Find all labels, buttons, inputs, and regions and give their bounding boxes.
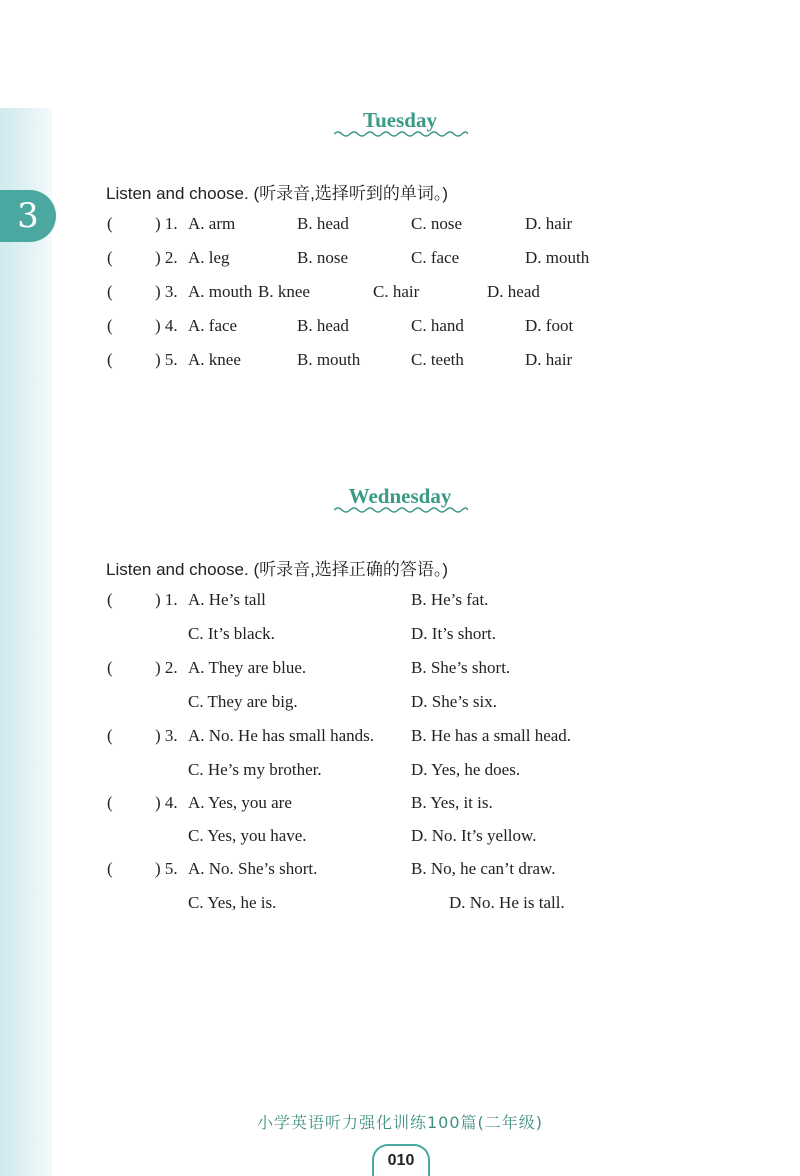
option-b[interactable]: B. nose: [297, 248, 348, 267]
answer-paren[interactable]: (: [107, 248, 113, 267]
question-number: ) 4.: [155, 793, 178, 812]
question-row-continued: [0, 826, 800, 850]
question-number: ) 3.: [155, 282, 178, 301]
option-b[interactable]: B. head: [297, 316, 349, 335]
option-c[interactable]: C. Yes, he is.: [188, 893, 277, 912]
option-c[interactable]: C. hand: [411, 316, 464, 335]
section-title-wednesday: Wednesday: [348, 484, 452, 508]
question-row: [0, 859, 800, 883]
option-b[interactable]: B. knee: [258, 282, 310, 301]
answer-paren[interactable]: (: [107, 214, 113, 233]
question-row-continued: [0, 893, 800, 917]
page-number: 010: [372, 1144, 430, 1176]
option-d[interactable]: D. head: [487, 282, 540, 301]
question-number: ) 5.: [155, 859, 178, 878]
answer-paren[interactable]: (: [107, 658, 113, 677]
question-row-continued: [0, 760, 800, 784]
question-row: [0, 726, 800, 750]
option-b[interactable]: B. He’s fat.: [411, 590, 489, 609]
option-b[interactable]: B. She’s short.: [411, 658, 511, 677]
option-c[interactable]: C. He’s my brother.: [188, 760, 322, 779]
option-b[interactable]: B. He has a small head.: [411, 726, 572, 745]
option-a[interactable]: A. No. She’s short.: [188, 859, 318, 878]
question-row: [0, 248, 800, 272]
question-number: ) 2.: [155, 248, 178, 267]
question-number: ) 2.: [155, 658, 178, 677]
question-number: ) 1.: [155, 590, 178, 609]
question-number: ) 1.: [155, 214, 178, 233]
question-row: [0, 282, 800, 306]
title-underline-wave: [334, 130, 468, 138]
question-row: [0, 793, 800, 817]
question-row-continued: [0, 692, 800, 716]
instruction: Listen and choose. (听录音,选择正确的答语。): [106, 560, 448, 579]
question-row: [0, 590, 800, 614]
option-b[interactable]: B. mouth: [297, 350, 361, 369]
option-d[interactable]: D. She’s six.: [411, 692, 497, 711]
title-underline-wave: [334, 506, 468, 514]
answer-paren[interactable]: (: [107, 282, 113, 301]
option-b[interactable]: B. head: [297, 214, 349, 233]
instruction: Listen and choose. (听录音,选择听到的单词。): [106, 184, 448, 203]
answer-paren[interactable]: (: [107, 350, 113, 369]
option-d[interactable]: D. It’s short.: [411, 624, 496, 643]
option-a[interactable]: A. Yes, you are: [188, 793, 292, 812]
question-row: [0, 316, 800, 340]
option-c[interactable]: C. It’s black.: [188, 624, 275, 643]
option-d[interactable]: D. mouth: [525, 248, 590, 267]
answer-paren[interactable]: (: [107, 726, 113, 745]
question-number: ) 4.: [155, 316, 178, 335]
option-a[interactable]: A. leg: [188, 248, 230, 267]
question-row: [0, 214, 800, 238]
option-d[interactable]: D. hair: [525, 350, 573, 369]
question-number: ) 3.: [155, 726, 178, 745]
unit-number: 3: [17, 196, 39, 236]
option-c[interactable]: C. teeth: [411, 350, 464, 369]
question-row: [0, 658, 800, 682]
option-c[interactable]: C. nose: [411, 214, 462, 233]
option-d[interactable]: D. hair: [525, 214, 573, 233]
option-a[interactable]: A. They are blue.: [188, 658, 307, 677]
option-d[interactable]: D. No. It’s yellow.: [411, 826, 537, 845]
question-number: ) 5.: [155, 350, 178, 369]
book-title-footer: 小学英语听力强化训练100篇(二年级): [256, 1113, 544, 1132]
option-a[interactable]: A. mouth: [188, 282, 253, 301]
question-row-continued: [0, 624, 800, 648]
option-b[interactable]: B. No, he can’t draw.: [411, 859, 556, 878]
answer-paren[interactable]: (: [107, 590, 113, 609]
section-title-tuesday: Tuesday: [363, 108, 437, 132]
option-c[interactable]: C. Yes, you have.: [188, 826, 307, 845]
option-a[interactable]: A. No. He has small hands.: [188, 726, 375, 745]
option-c[interactable]: C. face: [411, 248, 460, 267]
answer-paren[interactable]: (: [107, 793, 113, 812]
answer-paren[interactable]: (: [107, 859, 113, 878]
option-d[interactable]: D. foot: [525, 316, 574, 335]
option-c[interactable]: C. hair: [373, 282, 420, 301]
option-a[interactable]: A. face: [188, 316, 238, 335]
option-b[interactable]: B. Yes, it is.: [411, 793, 493, 812]
option-d[interactable]: D. Yes, he does.: [411, 760, 521, 779]
option-a[interactable]: A. arm: [188, 214, 236, 233]
option-a[interactable]: A. knee: [188, 350, 241, 369]
option-d[interactable]: D. No. He is tall.: [449, 893, 565, 912]
option-c[interactable]: C. They are big.: [188, 692, 298, 711]
option-a[interactable]: A. He’s tall: [188, 590, 266, 609]
question-row: [0, 350, 800, 374]
answer-paren[interactable]: (: [107, 316, 113, 335]
